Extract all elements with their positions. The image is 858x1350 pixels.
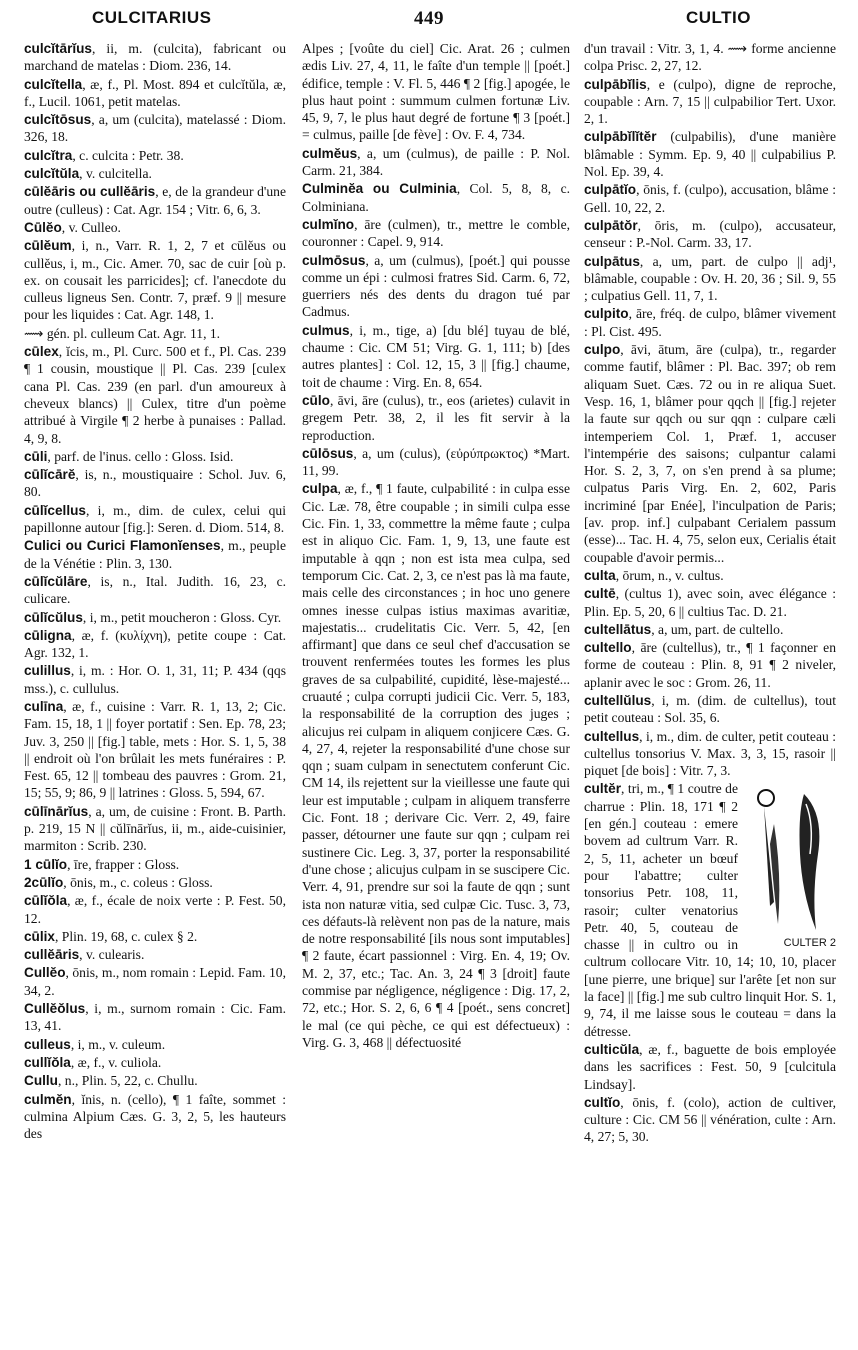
dictionary-entry xyxy=(584,692,836,727)
definition: , īre, frapper : Gloss. xyxy=(67,856,180,872)
definition: , ōris, m. (culpo), accusateur, censeur : P.-Nol. Carm. 33, 17. xyxy=(584,217,836,251)
definition: , (cultus 1), avec soin, avec élégance : Plin. Ep. 5, 20, 6 || cultius Tac. D. 21. xyxy=(584,586,836,619)
headword: culleus xyxy=(24,1036,71,1052)
definition: , i, m., dim. de culter, petit couteau : cultellus tonsorius V. Max. 3, 3, 15, rasoir || piquet [de bois] : Vitr. 7, 3. xyxy=(584,728,836,779)
dictionary-entry xyxy=(584,217,836,252)
dictionary-entry xyxy=(24,466,286,501)
definition: , n., Plin. 5, 22, c. Chullu. xyxy=(57,1073,198,1089)
headword: culpa xyxy=(302,481,338,497)
definition: , a, um (culcita), matelassé : Diom. 326, 18. xyxy=(24,112,286,145)
definition: , m., peuple de la Vénétie : Plin. 3, 130. xyxy=(24,538,286,571)
dictionary-entry xyxy=(584,621,836,638)
headword: cultello xyxy=(584,640,632,656)
dictionary-entry xyxy=(24,946,286,963)
headword: culpābĭlĭtĕr xyxy=(584,129,657,145)
column-1 xyxy=(24,40,286,1342)
headword: Cūlĕo xyxy=(24,219,62,235)
dictionary-entry xyxy=(24,111,286,146)
headword: cultĭo xyxy=(584,1094,621,1110)
headword: cūlīnārĭus xyxy=(24,803,89,819)
definition: , āre (cultellus), tr., ¶ 1 façonner en forme de couteau : Plin. 8, 91 ¶ 2 niveler, aplanir avec le soc : Grom. 26, 11. xyxy=(584,640,836,690)
headword: cūlix xyxy=(24,928,55,944)
headword: culmĕn xyxy=(24,1091,72,1107)
dictionary-columns xyxy=(24,40,836,1342)
headword: cultellus xyxy=(584,728,640,744)
headword: culillus xyxy=(24,663,71,679)
headword: cultellātus xyxy=(584,621,652,637)
definition: , v. Culleo. xyxy=(61,219,121,235)
definition: , ii, m. (culcita), fabricant ou marchand de matelas : Diom. 236, 14. xyxy=(24,41,286,74)
definition: , is, n., moustiquaire : Schol. Juv. 6, 80. xyxy=(24,467,286,500)
headword: Cullĕo xyxy=(24,965,66,981)
dictionary-entry xyxy=(24,147,286,164)
definition: , parf. de l'inus. cello : Gloss. Isid. xyxy=(47,448,234,464)
definition: , v. culearis. xyxy=(79,947,145,963)
dictionary-entry xyxy=(24,964,286,999)
dictionary-entry xyxy=(584,567,836,584)
definition: , a, um (culus), (εὐρύπρωκτος) *Mart. 11, 99. xyxy=(302,445,570,479)
definition: , æ, f., ¶ 1 faute, culpabilité : in culpa esse Cic. Læ. 78, être coupable ; in simili culpa esse Cic. Fin. 1, 33, commettre la même faute ; culpa est in aliquo Cic. Fam. 1, 9, 13, une faute est imputable à qqn ; non est ista mea culpa, sed temporum Cic. Cat. 2, 3, ce n'est pas là ma faute, mais celle des circonstances ; in hoc uno genere omnes inesse culpas istius maximas avaritiæ, majestatis... crudelitatis Cic. Verr. 5, 42, [en affirmant] que dans ce seul chef d'accusation se trouvent renfermées toutes les formes les plus graves de sa culpabilité, cupidité, lèse-majesté... cruauté ; culpa corrupti judicii Cic. Verr. 5, 183, la responsabilité de la corruption des juges ; alicujus rei culpam in aliquem conjicere Cæs. G. 4, 27, 4, rejeter la responsabilité d'une chose sur qqn ; suam culpam in senectutem conferunt Cic. CM 14, ils rejettent sur la vieillesse une faute qui leur est imputable ; culpam in aliquem transferre Cic. Font. 18 ; derivare Cic. Verr. 2, 49, faire passer, détourner une faute sur qqn ; culpam rei sustinere Cic. Leg. 3, 37, porter la responsabilité d'une chose ; alicujus culpam in se suscipere Cic. Verr. 4, 91, prendre sur soi la faute de qqn ; sunt ista non naturæ vitia, sed culpæ Cic. Tusc. 3, 73, ces défauts-là relèvent non pas de la nature, mais de notre responsabilité [ils nous sont imputables] ¶ 2 faute, écart passionnel : Virg. En. 4, 19; Ov. M. 2, 37, etc.; Tac. An. 3, 24 ¶ 3 [droit] faute commise par négligence, négligence : Dig. 17, 2, 72, etc.; Hor. S. 2, 6, 6 ¶ 4 [poét., sens concret] le mal (ce qui pèche, ce qui est défectueux) : Virg. G. 3, 468 || défectuosité xyxy=(302,481,570,1050)
definition: , ōnis, m., c. coleus : Gloss. xyxy=(63,874,213,890)
definition: , æ, f., cuisine : Varr. R. 1, 13, 2; Cic. Fam. 15, 18, 1 || foyer portatif : Sen. Ep. 78, 23; Juv. 3, 250 || [fig.] table, mets : Hor. S. 1, 5, 38 || endroit où l'on brûlait les mets funéraires : P. Fest. 65, 12 || tombeau des pauvres : Grom. 21, 15; 55, 9; 86, 9 || latrines : Gloss. 5, 594, 67. xyxy=(24,698,286,801)
definition: , æ, f., baguette de bois employée dans les sacrifices : Fest. 50, 9 [culcitula Lindsay]. xyxy=(584,1041,836,1092)
headword: cūlĭcŭlus xyxy=(24,609,83,625)
definition: , Plin. 19, 68, c. culex § 2. xyxy=(54,928,198,944)
definition: , e, de la grandeur d'une outre (culleus) : Cat. Agr. 154 ; Vitr. 6, 6, 3. xyxy=(24,184,286,217)
column-2 xyxy=(302,40,570,1342)
dictionary-entry xyxy=(24,219,286,236)
running-head-left: CULCITARIUS xyxy=(92,8,212,27)
headword: cūlex xyxy=(24,344,59,360)
dictionary-entry xyxy=(302,445,570,480)
headword: culcĭtra xyxy=(24,147,73,163)
headword: cūlo xyxy=(302,392,330,408)
definition: , ōnis, f. (colo), action de cultiver, culture : Cic. CM 56 || vénération, culte : Arn. 4, 27; 5, 30. xyxy=(584,1094,836,1145)
dictionary-entry xyxy=(584,341,836,566)
definition: (culpabilis), d'une manière blâmable : Symm. Ep. 9, 40 || culpabilius P. Nol. Ep. 39, 4. xyxy=(584,129,836,180)
definition: , ĭnis, n. (cello), ¶ 1 faîte, sommet : culmina Alpium Cæs. G. 3, 2, 5, les hauteurs des xyxy=(24,1091,286,1142)
dictionary-entry xyxy=(24,40,286,75)
dictionary-entry xyxy=(24,662,286,697)
dictionary-entry xyxy=(24,928,286,945)
knife-icon xyxy=(744,784,836,934)
dictionary-entry xyxy=(584,585,836,620)
dictionary-entry xyxy=(302,252,570,321)
dictionary-entry xyxy=(584,639,836,691)
definition: , Col. 5, 8, 8, c. Colminiana. xyxy=(302,181,570,214)
definition: , āvi, āre (culus), tr., eos (arietes) culavit in gregem Petr. 38, 2, il les fit servir à la reproduction. xyxy=(302,392,570,443)
headword: 2cūlĭo xyxy=(24,874,64,890)
definition: , e (culpo), digne de reproche, coupable : Arn. 7, 15 || culpabilior Tert. Uxor. 2, 1. xyxy=(584,76,836,127)
headword: cūli xyxy=(24,448,48,464)
dictionary-entry xyxy=(24,803,286,855)
definition: , āvi, ātum, āre (culpa), tr., regarder comme fautif, blâmer : Pl. Bac. 397; ob rem aliquam Suet. Cæs. 72 ou in re aliqua Suet. Vesp. 16, 1, blâmer pour qqch || [fig.] rejeter la faute sur qqch ou sur qqn : culpare cæli intemperiem Col. 1, Præf. 1, accuser l'intempérie des saisons; culpantur calami Hor. S. 2, 3, 7, on s'en prend à sa plume; culpatus Paris Virg. En. 2, 602, Paris incriminé [par Enée], l'inculpation de Paris; [av. prop. inf.] culpabant Cerialem passum (esse)... Tac. H. 4, 75, selon eux, Cerialis était coupable d'avoir permis... xyxy=(584,342,836,565)
illustration-caption: CULTER 2 xyxy=(783,937,836,950)
dictionary-entry xyxy=(584,76,836,128)
definition: , i, n., Varr. R. 1, 2, 7 et cūlĕus ou cullĕus, i, m., Cic. Amer. 70, sac de cuir [où p. ex. on cousait les parricides]; cf. l'anecdote du culleus ligneus Sen. Contr. 7, præf. 9 || mesure pour les liquides : Cat. Agr. 148, 1. xyxy=(24,238,286,323)
dictionary-entry xyxy=(24,237,286,323)
dictionary-entry xyxy=(24,1091,286,1143)
dictionary-entry xyxy=(24,76,286,111)
dictionary-entry xyxy=(302,322,570,391)
definition: , āre (culmen), tr., mettre le comble, couronner : Capel. 9, 914. xyxy=(302,216,570,250)
headword: culticŭla xyxy=(584,1041,640,1057)
headword: 1 cūlĭo xyxy=(24,856,68,872)
headword: Culminĕa ou Culminia xyxy=(302,181,457,197)
headword: cūlĭcārĕ xyxy=(24,467,76,483)
headword: culpātĭo xyxy=(584,182,637,198)
headword: culpātus xyxy=(584,253,640,269)
headword: Cullu xyxy=(24,1073,58,1089)
dictionary-entry xyxy=(584,128,836,180)
headword: culcĭtella xyxy=(24,76,83,92)
dictionary-entry xyxy=(302,392,570,444)
column-3 xyxy=(584,40,836,1342)
headword: culmĕus xyxy=(302,145,358,161)
headword: cultē xyxy=(584,586,616,602)
definition: , æ, f. (κυλίχνη), petite coupe : Cat. Agr. 132, 1. xyxy=(24,627,286,661)
dictionary-entry xyxy=(302,216,570,251)
headword: culmus xyxy=(302,322,350,338)
headword: cultellŭlus xyxy=(584,692,652,708)
definition: , i, m., dim. de culex, celui qui papillonne autour [fig.]: Seren. d. Diom. 514, 8. xyxy=(24,502,286,536)
headword: culmĭno xyxy=(302,216,355,232)
dictionary-entry xyxy=(584,305,836,340)
definition: , æ, f., Pl. Most. 894 et culcĭtŭla, æ, f., Lucil. 1061, petit matelas. xyxy=(24,76,286,109)
definition: , æ, f., v. culiola. xyxy=(70,1054,162,1070)
headword: cūlĭcŭlāre xyxy=(24,573,88,589)
definition: , a, um, de cuisine : Front. B. Parth. p. 219, 15 N || cŭlīnārĭus, ii, m., aide-cuisinier, marmiton : Scrib. 230. xyxy=(24,803,286,854)
headword: culta xyxy=(584,567,616,583)
dictionary-entry xyxy=(302,145,570,180)
dictionary-entry xyxy=(24,573,286,608)
dictionary-entry xyxy=(24,856,286,873)
dictionary-entry xyxy=(584,181,836,216)
headword: cūlĕum xyxy=(24,238,72,254)
dictionary-entry xyxy=(24,698,286,802)
definition: , a, um (culmus), de paille : P. Nol. Carm. 21, 384. xyxy=(302,145,570,179)
dictionary-entry xyxy=(24,448,286,465)
dictionary-entry xyxy=(302,180,570,215)
definition: , i, m., petit moucheron : Gloss. Cyr. xyxy=(82,609,282,625)
definition: , a, um (culmus), [poét.] qui pousse comme un épi : culmosi fratres Sid. Carm. 6, 72, guerriers nés des dents du dragon tué par Cadmus. xyxy=(302,252,570,320)
headword: cullĕāris xyxy=(24,947,80,963)
dictionary-entry xyxy=(24,874,286,891)
definition: , ōnis, f. (culpo), accusation, blâme : Gell. 10, 22, 2. xyxy=(584,182,836,215)
dictionary-entry xyxy=(24,502,286,537)
running-head-right: CULTIO xyxy=(686,8,752,27)
dictionary-entry xyxy=(24,1054,286,1071)
definition: , i, m. : Hor. O. 1, 31, 11; P. 434 (qqs mss.), c. cullulus. xyxy=(24,663,286,696)
headword: cūligna xyxy=(24,627,72,643)
definition: , ōnis, m., nom romain : Lepid. Fam. 10, 34, 2. xyxy=(24,965,286,998)
definition: , v. culcitella. xyxy=(79,166,152,182)
headword: cultĕr xyxy=(584,781,622,797)
definition: , i, m., tige, a) [du blé] tuyau de blé, chaume : Cic. CM 51; Virg. G. 1, 111; b) [des autres plantes] : Col. 12, 15, 3 || [fig.] chaume, toit de chaume : Virg. En. 8, 654. xyxy=(302,322,570,390)
definition: , c. culcita : Petr. 38. xyxy=(72,147,184,163)
dictionary-entry: Alpes ; [voûte du ciel] Cic. Arat. 26 ; culmen ædis Liv. 27, 4, 11, le faîte d'un temple || [poét.] édifice, temple : V. Fl. 5, 446 ¶ 2 [fig.] apogée, le plus haut point : summum culmen fortunæ Liv. 45, 9, 7, le plus haut degré de fortune ¶ 3 [poét.] = culmus, paille [de fève] : Ov. F. 4, 734. xyxy=(302,41,570,143)
dictionary-entry xyxy=(24,165,286,182)
page-number: 449 xyxy=(414,8,444,29)
definition: , āre, fréq. de culpo, blâmer vivement : Pl. Cist. 495. xyxy=(584,306,836,339)
headword: cūlĭŏla xyxy=(24,893,68,909)
definition: , i, m., surnom romain : Cic. Fam. 13, 41. xyxy=(24,1001,286,1034)
headword: culcĭtōsus xyxy=(24,112,92,128)
dictionary-entry xyxy=(24,537,286,572)
dictionary-entry xyxy=(584,1041,836,1093)
dictionary-entry xyxy=(24,892,286,927)
dictionary-entry: ⟿ gén. pl. culleum Cat. Agr. 11, 1. xyxy=(24,325,221,341)
headword: culcĭtārĭus xyxy=(24,41,92,56)
headword: cūlōsus xyxy=(302,445,354,461)
dictionary-entry xyxy=(24,1000,286,1035)
headword: Culici ou Curici Flamonĭenses xyxy=(24,538,221,554)
dictionary-entry: d'un travail : Vitr. 3, 1, 4. ⟿ forme ancienne colpa Prisc. 2, 27, 12. xyxy=(584,41,836,74)
dictionary-entry xyxy=(24,183,286,218)
page-header xyxy=(0,0,858,36)
definition: , is, n., Ital. Judith. 16, 23, c. culicare. xyxy=(24,573,286,607)
headword: cūlĭcellus xyxy=(24,502,86,518)
headword: culcĭtŭla xyxy=(24,166,80,182)
headword: cullĭŏla xyxy=(24,1054,71,1070)
definition: , a, um, part. de culpo || adj¹, blâmable, coupable : Ov. H. 20, 36 ; Sil. 9, 55 ; culpatius Gell. 11, 7, 1. xyxy=(584,253,836,304)
dictionary-entry xyxy=(24,1036,286,1053)
dictionary-entry xyxy=(24,627,286,662)
definition: , i, m., v. culeum. xyxy=(70,1036,166,1052)
dictionary-entry xyxy=(584,1094,836,1146)
dictionary-entry xyxy=(302,480,570,1051)
definition: , a, um, part. de cultello. xyxy=(651,621,784,637)
definition: , ĭcis, m., Pl. Curc. 500 et f., Pl. Cas. 239 ¶ 1 cousin, moustique || Pl. Cas. 239 [culex cana Pl. Cas. 239 (en parl. d'un amoureux à cheveux blancs) || Culex, titre d'un poème attribué à Virgile ¶ 2 herbe à punaises : Pallad. 4, 9, 8. xyxy=(24,344,286,446)
dictionary-entry xyxy=(24,343,286,447)
headword: culpātŏr xyxy=(584,217,638,233)
definition: , i, m. (dim. de cultellus), tout petit couteau : Sol. 35, 6. xyxy=(584,692,836,726)
headword: culpo xyxy=(584,342,621,358)
dictionary-entry xyxy=(584,728,836,780)
definition: , æ, f., écale de noix verte : P. Fest. 50, 12. xyxy=(24,893,286,926)
dictionary-entry xyxy=(584,253,836,305)
headword: Cullĕŏlus xyxy=(24,1001,86,1017)
dictionary-entry xyxy=(24,1072,286,1089)
headword: culmōsus xyxy=(302,252,366,268)
headword: culpito xyxy=(584,306,629,322)
headword: culpābĭlis xyxy=(584,76,647,92)
dictionary-entry xyxy=(24,609,286,626)
headword: cūlĕāris ou cullĕāris xyxy=(24,184,156,200)
definition: , tri, m., ¶ 1 coutre de charrue : Plin. 18, 171 ¶ 2 [en gén.] couteau : emere bovem ad cultrum Varr. R. 2, 5, 11, acheter un bœuf pour l'abattre; culter tonsorius Petr. 108, 11, rasoir; culter venatorius Petr. 40, 5, couteau de chasse || in cultro ou in cultrum collocare Vitr. 10, 14; 10, 10, placer [une pierre, une brique] sur l'arête [et non sur la face] || [fig.] me sub cultro linquit Hor. S. 1, 9, 74, il me laisse sous le couteau = dans la détresse. xyxy=(584,781,836,1039)
headword: culīna xyxy=(24,698,64,714)
definition: , ōrum, n., v. cultus. xyxy=(615,567,724,583)
culter-illustration xyxy=(744,784,836,950)
